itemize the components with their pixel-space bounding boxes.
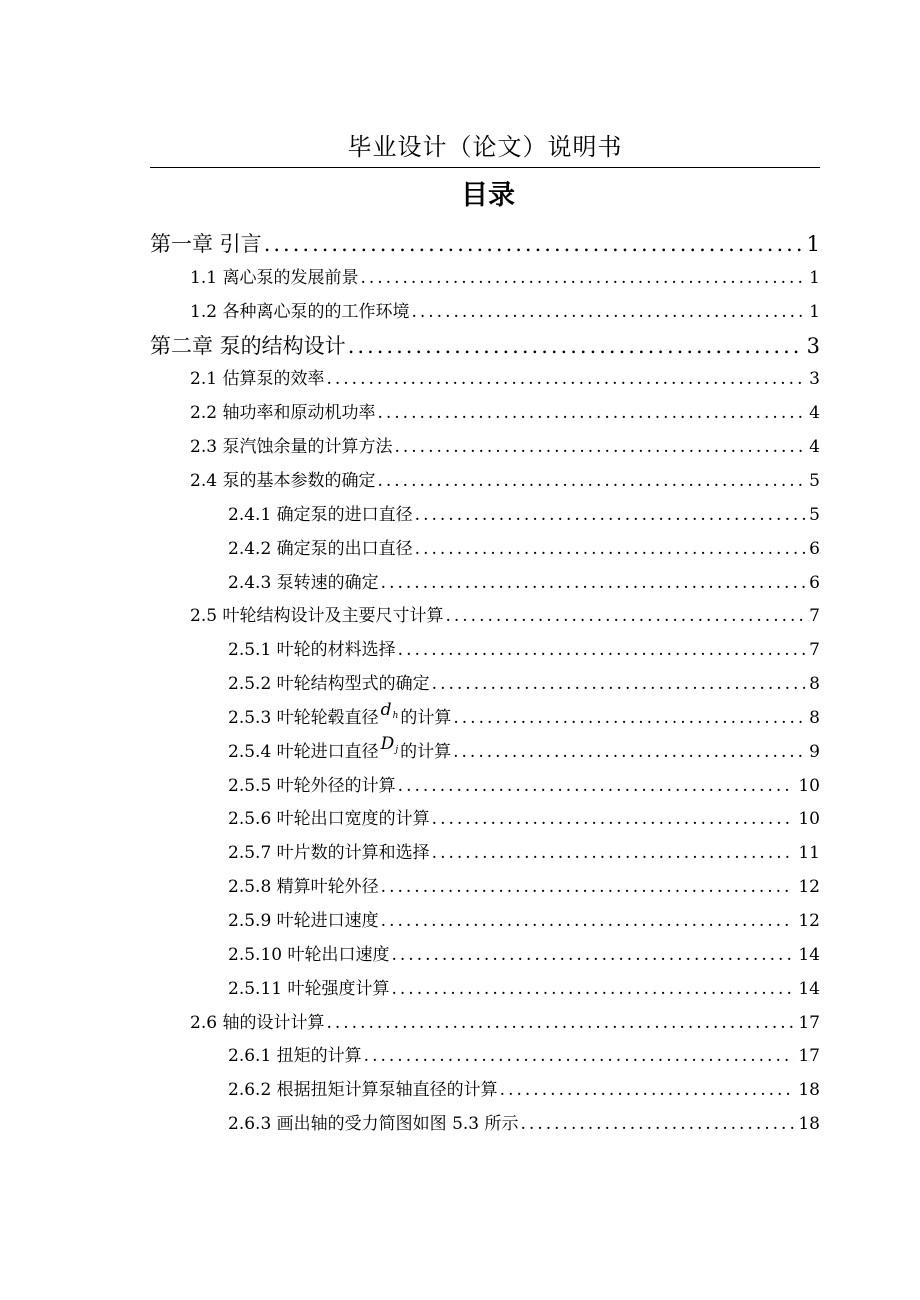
toc-entry-label (228, 567, 379, 599)
toc-entry-label (228, 733, 452, 771)
toc-entry-label-text: 2.5 叶轮结构设计及主要尺寸计算 (190, 606, 444, 627)
toc-entry-label-suffix: 的计算 (400, 741, 452, 762)
toc-entry-label-text: 2.5.8 精算叶轮外径 (228, 877, 379, 898)
toc-entry-label-text: 2.4.1 确定泵的进口直径 (228, 504, 413, 525)
toc-entry-label-text: 第一章 引言 (150, 232, 262, 256)
toc-page-number: 10 (798, 809, 820, 830)
toc-leader-dots (360, 262, 805, 294)
toc-entry-label-text: 1.2 各种离心泵的的工作环境 (190, 301, 410, 322)
toc-leader-dots (377, 397, 805, 429)
toc-leader-dots (500, 1074, 795, 1106)
toc-entry-label (228, 770, 396, 802)
toc-entry[interactable] (228, 939, 820, 971)
toc-leader-dots (348, 330, 803, 362)
toc-leader-dots (381, 871, 795, 903)
toc-entry[interactable] (228, 1040, 820, 1072)
toc-entry-label-text: 第二章 泵的结构设计 (150, 333, 346, 358)
toc-entry-label-text: 2.5.2 叶轮结构型式的确定 (228, 674, 430, 695)
toc-leader-dots (453, 702, 805, 734)
math-subscript: j (395, 744, 399, 755)
toc-entry-label-text: 2.6 轴的设计计算 (190, 1012, 325, 1033)
header-divider (150, 167, 820, 168)
toc-page-number: 1 (809, 267, 820, 288)
toc-page-number: 7 (809, 606, 820, 627)
toc-entry[interactable] (190, 296, 820, 328)
toc-entry-label-text: 2.5.1 叶轮的材料选择 (228, 640, 396, 661)
toc-entry-label (228, 668, 430, 700)
toc-entry-label-text: 2.3 泵汽蚀余量的计算方法 (190, 437, 393, 458)
toc-entry[interactable] (190, 363, 820, 395)
toc-leader-dots (364, 1040, 795, 1072)
toc-entry[interactable] (228, 533, 820, 565)
toc-entry-label (228, 1040, 362, 1072)
toc-entry-label (228, 837, 430, 869)
toc-leader-dots (411, 296, 805, 328)
toc-page-number: 14 (798, 944, 820, 965)
toc-entry-label-text: 2.6.2 根据扭矩计算泵轴直径的计算 (228, 1080, 498, 1101)
toc-entry-label (190, 465, 375, 497)
toc-leader-dots (432, 803, 795, 835)
toc-entry-label (228, 871, 379, 903)
toc-page-number: 3 (809, 369, 820, 390)
math-variable: D (380, 733, 395, 754)
toc-entry-label (228, 973, 389, 1005)
toc-page-number: 7 (809, 640, 820, 661)
toc-entry[interactable] (228, 973, 820, 1005)
toc-entry-label-text: 2.5.4 叶轮进口直径 (228, 741, 379, 762)
toc-entry-label (190, 1007, 324, 1039)
toc-entry-label-suffix: 的计算 (400, 707, 452, 728)
toc-entry[interactable] (190, 1007, 820, 1039)
toc-entry-label (190, 296, 409, 328)
toc-entry-label-text: 2.5.5 叶轮外径的计算 (228, 775, 396, 796)
toc-entry[interactable] (228, 733, 820, 768)
toc-entry[interactable] (228, 871, 820, 903)
toc-entry-label-text: 2.5.10 叶轮出口速度 (228, 944, 390, 965)
toc-page-number: 17 (798, 1046, 820, 1067)
toc-entry-label (150, 228, 262, 260)
toc-leader-dots (398, 770, 795, 802)
toc-page-number: 10 (798, 775, 820, 796)
toc-leader-dots (391, 939, 794, 971)
toc-entry-label (228, 499, 413, 531)
toc-page-number: 12 (798, 877, 820, 898)
toc-page-number: 8 (809, 674, 820, 695)
toc-leader-dots (264, 228, 803, 260)
toc-entry-label (190, 363, 324, 395)
toc-page-number: 6 (809, 538, 820, 559)
toc-entry-label-text: 2.6.3 画出轴的受力简图如图 5.3 所示 (228, 1114, 519, 1135)
toc-entry[interactable] (150, 330, 820, 362)
toc-entry[interactable] (228, 803, 820, 835)
toc-entry-label (228, 803, 430, 835)
math-subscript: h (392, 710, 399, 721)
toc-entry-label-text: 2.4.3 泵转速的确定 (228, 572, 379, 593)
toc-leader-dots (415, 499, 806, 531)
toc-entry-label-text: 2.6.1 扭矩的计算 (228, 1046, 362, 1067)
toc-entry[interactable] (228, 905, 820, 937)
toc-entry-label (228, 1074, 498, 1106)
toc-entry-label (228, 939, 389, 971)
toc-entry[interactable] (190, 431, 820, 463)
toc-entry-label-text: 2.4.2 确定泵的出口直径 (228, 538, 413, 559)
toc-leader-dots (453, 736, 805, 768)
toc-entry-label-text: 2.5.11 叶轮强度计算 (228, 978, 390, 999)
toc-entry[interactable] (228, 1108, 820, 1140)
toc-page-number: 12 (798, 911, 820, 931)
toc-entry[interactable] (228, 499, 820, 531)
toc-entry[interactable] (190, 465, 820, 497)
toc-entry[interactable] (228, 699, 820, 734)
toc-leader-dots (521, 1108, 795, 1140)
toc-entry-label (190, 600, 443, 632)
toc-entry-label (150, 330, 346, 362)
toc-leader-dots (445, 600, 805, 632)
toc-entry[interactable] (228, 837, 820, 869)
toc-page-number: 9 (809, 741, 820, 762)
toc-page-number: 5 (809, 470, 820, 491)
toc-leader-dots (432, 837, 795, 869)
toc-leader-dots (377, 465, 805, 497)
toc-entry-label (228, 699, 452, 737)
toc-entry-label (228, 533, 413, 565)
toc-entry[interactable] (228, 668, 820, 700)
math-variable: d (380, 699, 392, 720)
toc-entry-label-text: 2.5.7 叶片数的计算和选择 (228, 843, 430, 864)
toc-entry[interactable] (190, 397, 820, 429)
toc-entry[interactable] (228, 1074, 820, 1106)
toc-entry-label-text: 2.5.3 叶轮轮毂直径 (228, 707, 379, 728)
toc-leader-dots (381, 905, 795, 937)
toc-page-number: 1 (809, 301, 820, 322)
toc-entry[interactable] (190, 600, 820, 632)
toc-entry-label-text: 2.4 泵的基本参数的确定 (190, 470, 376, 491)
toc-entry[interactable] (228, 634, 820, 666)
toc-entry[interactable] (190, 262, 820, 294)
toc-entry-label (228, 1108, 519, 1140)
toc-page-number: 1 (806, 232, 820, 256)
toc-title: 目录 (461, 180, 515, 211)
toc-page-number: 5 (809, 504, 820, 525)
toc-leader-dots (415, 533, 806, 565)
toc-page-number: 8 (809, 707, 820, 728)
toc-page-number: 3 (806, 333, 820, 358)
toc-leader-dots (394, 431, 805, 463)
toc-leader-dots (391, 973, 794, 1005)
toc-leader-dots (432, 668, 806, 700)
toc-page-number: 17 (798, 1012, 820, 1033)
toc-page-number: 4 (809, 437, 820, 458)
toc-leader-dots (398, 634, 806, 666)
toc-entry-label-text: 1.1 离心泵的发展前景 (190, 267, 359, 288)
toc-entry-label-text: 2.5.9 叶轮进口速度 (228, 911, 379, 931)
toc-page-number: 6 (809, 572, 820, 593)
toc-page-number: 18 (798, 1080, 820, 1101)
toc-page-number: 14 (798, 978, 820, 999)
toc-entry-label (190, 397, 375, 429)
toc-entry-label (228, 634, 396, 666)
toc-entry-label-text: 2.5.6 叶轮出口宽度的计算 (228, 809, 430, 830)
toc-entry[interactable] (228, 567, 820, 599)
document-header-title: 毕业设计（论文）说明书 (347, 133, 623, 161)
toc-entry[interactable] (228, 770, 820, 802)
toc-leader-dots (326, 1007, 794, 1039)
toc-entry-label-text: 2.1 估算泵的效率 (190, 369, 325, 390)
toc-page-number: 18 (798, 1114, 820, 1135)
toc-entry-label (228, 905, 379, 937)
toc-entry-label-text: 2.2 轴功率和原动机功率 (190, 403, 376, 424)
toc-page-number: 4 (809, 403, 820, 424)
toc-entry[interactable] (150, 228, 820, 260)
toc-leader-dots (326, 363, 805, 395)
math-symbol (381, 700, 399, 720)
toc-page-number: 11 (798, 843, 820, 864)
math-symbol (381, 734, 398, 754)
toc-entry-label (190, 431, 392, 463)
toc-leader-dots (381, 567, 806, 599)
toc-entry-label (190, 262, 358, 294)
